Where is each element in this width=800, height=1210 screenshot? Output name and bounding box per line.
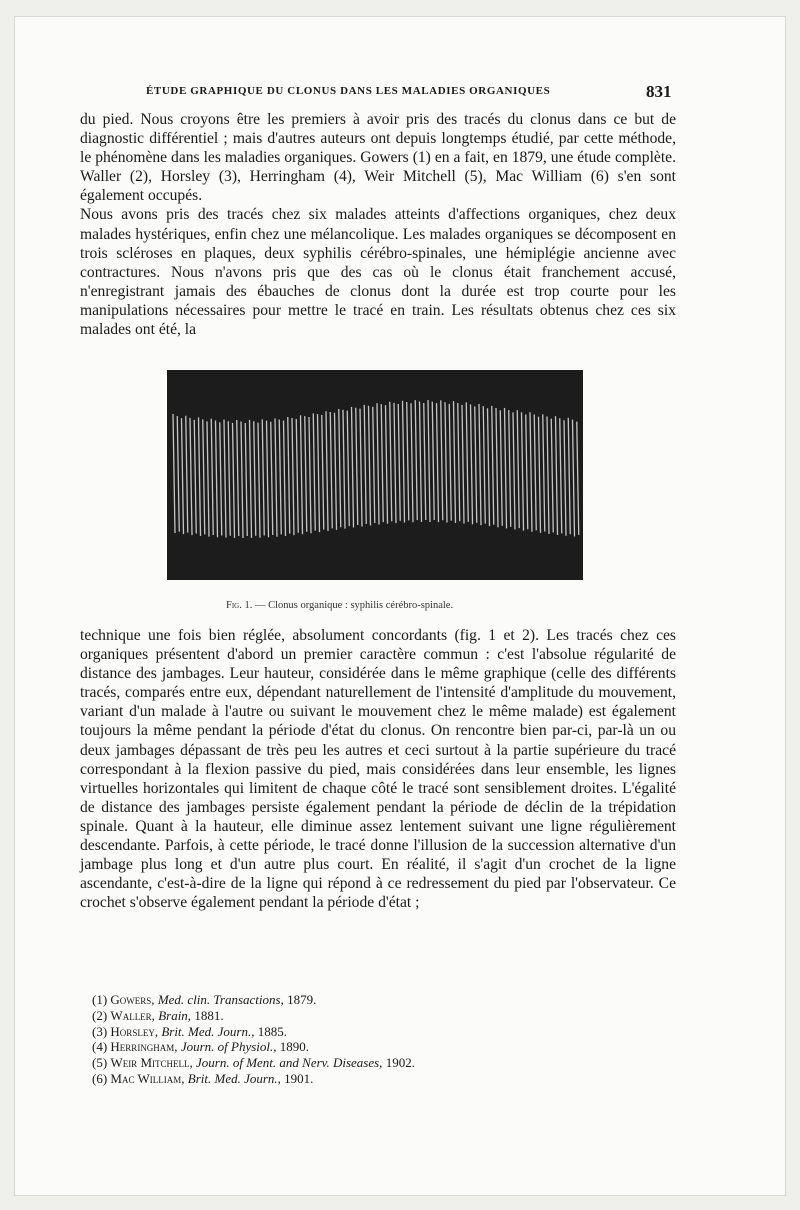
paragraph-2: Nous avons pris des tracés chez six malades atteints d'affections organiques, chez deux malades hystériques, enfin chez une mélancolique. Les malades organiques se décomposent en trois scléroses en plaques, deux syphilis cérébro-spinales, une hémiplégie ancienne avec contractures. Nous n'avons pris que des cas où le clonus était franchement accusé, n'enregistrant jamais des ébauches de clonus dont la durée est trop courte pour les manipulations nécessaires pour mettre le tracé en train. Les résultats obtenus chez ces six malades ont été, la xyxy=(80,206,676,339)
page-number: 831 xyxy=(646,82,672,101)
figure-clonus-tracing xyxy=(167,370,583,580)
footnote: (4) Herringham, Journ. of Physiol., 1890. xyxy=(92,1039,309,1055)
figure-caption xyxy=(226,600,546,611)
footnote: (1) Gowers, Med. clin. Transactions, 1879. xyxy=(92,992,317,1007)
paragraph-1: du pied. Nous croyons être les premiers à avoir pris des tracés du clonus dans ce but de diagnostic différentiel ; mais d'autres auteurs ont depuis longtemps étudié, par cette méthode, le phénomène dans les maladies organiques. Gowers (1) en a fait, en 1879, une étude complète. Waller (2), Horsley (3), Herringham (4), Weir Mitchell (5), Mac William (6) s'en sont également occupés. xyxy=(80,111,676,205)
figure-caption-text: — Clonus organique : syphilis cérébro-spinale. xyxy=(252,600,454,611)
footnote: (6) Mac William, Brit. Med. Journ., 1901. xyxy=(92,1070,314,1086)
figure-label: Fig. 1. xyxy=(226,600,253,611)
footnote: (5) Weir Mitchell, Journ. of Ment. and Nerv. Diseases, 1902. xyxy=(92,1055,415,1071)
footnotes xyxy=(92,992,612,1087)
running-title: ÉTUDE GRAPHIQUE DU CLONUS DANS LES MALADIES ORGANIQUES xyxy=(146,85,551,97)
body-paragraph-top xyxy=(80,110,676,339)
paragraph-3: technique une fois bien réglée, absolument concordants (fig. 1 et 2). Les tracés chez ces organiques présentent d'abord un premier caractère commun : c'est l'absolue régularité de distance des jambages. Leur hauteur, considérée dans le même graphique (celle des différents tracés, comparés entre eux, dépendant naturellement de l'intensité d'amplitude du mouvement, variant d'un malade à l'autre ou suivant le mouvement chez le même malade) est également toujours la même pendant la période d'état du clonus. On rencontre bien par-ci, par-là un ou deux jambages dépassant de très peu les autres et ceci surtout à la partie supérieure du tracé correspondant à la flexion passive du pied, mais considérées dans leur ensemble, les lignes virtuelles horizontales qui limitent de chaque côté le tracé sont sensiblement droites. L'égalité de distance des jambages persiste également pendant la période de déclin de la trépidation spinale. Quant à la hauteur, elle diminue assez lentement suivant une ligne régulièrement descendante. Parfois, à cette période, le tracé donne l'illusion de la succession alternative d'un jambage plus long et d'un autre plus court. En réalité, il s'agit d'un crochet de la ligne ascendante, c'est-à-dire de la ligne qui répond à ce redressement du pied par l'observateur. Ce crochet s'observe également pendant la période d'état ; xyxy=(80,627,676,912)
footnote: (3) Horsley, Brit. Med. Journ., 1885. xyxy=(92,1023,287,1039)
footnote: (2) Waller, Brain, 1881. xyxy=(92,1007,224,1023)
clonus-tracing-image xyxy=(167,370,583,580)
